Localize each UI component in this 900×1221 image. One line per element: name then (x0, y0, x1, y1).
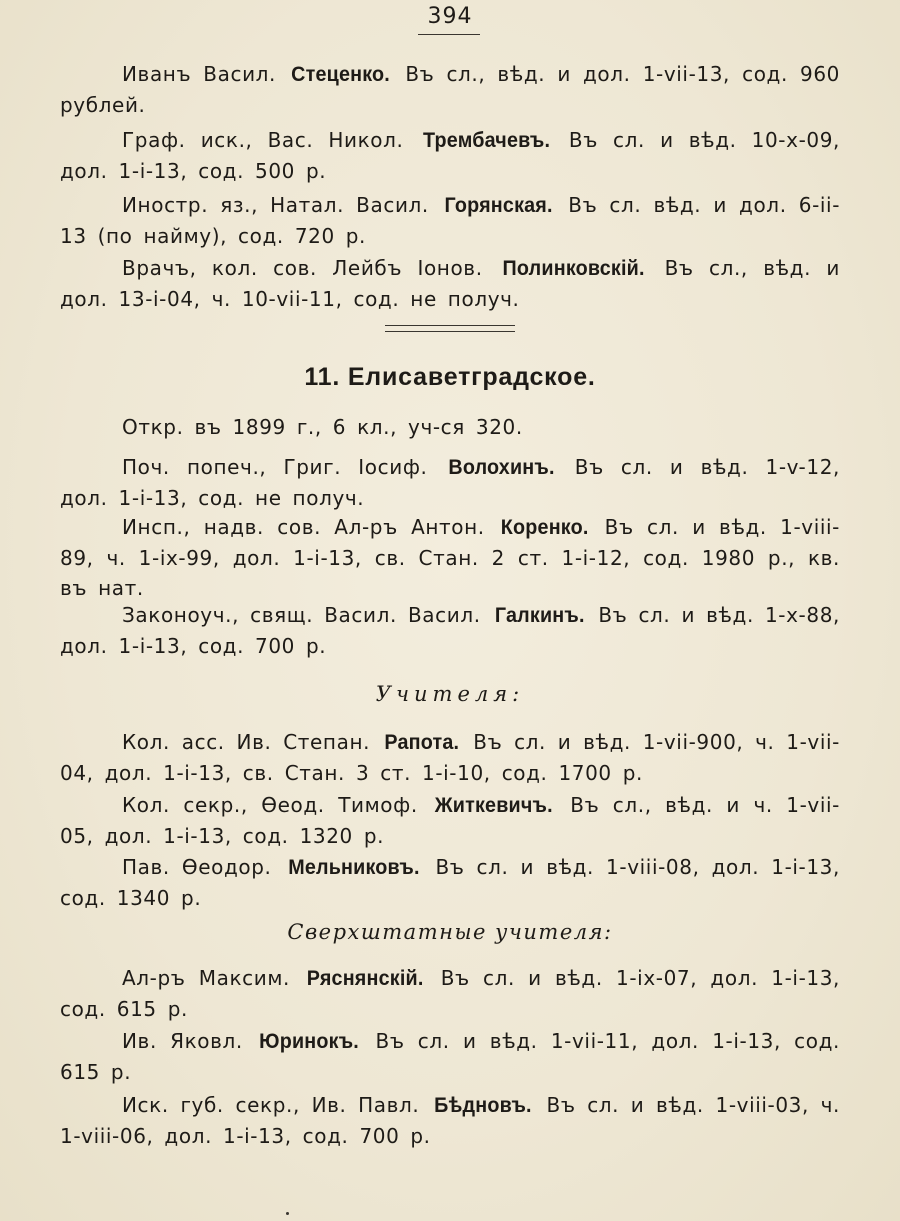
entry-details: Въ сл. вѣд. и дол. 6-ii-13 (по найму), сод. 720 р. (60, 193, 841, 248)
entry-surname: Коренко. (500, 516, 589, 539)
entry-rank: Законоуч., свящ. Васил. Васил. (122, 603, 481, 627)
entry-surname: Горянская. (444, 194, 553, 217)
entry-goryanskaya (60, 190, 840, 251)
entry-details: Въ сл. и вѣд. 1-ix-07, дол. 1-i-13, сод. 615 р. (60, 966, 840, 1021)
entry-details: Въ сл., вѣд. и дол. 13-i-04, ч. 10-vii-11, сод. не получ. (60, 256, 840, 311)
entry-melnikov (60, 852, 840, 913)
entry-details: Въ сл. и вѣд. 1-viii-89, ч. 1-ix-99, дол. 1-i-13, св. Стан. 2 ст. 1-i-12, сод. 1980 р., кв. въ нат. (60, 515, 840, 600)
entry-details: Въ сл. и вѣд. 1-viii-08, дол. 1-i-13, сод. 1340 р. (60, 855, 840, 910)
entry-rank: Кол. секр., Ѳеод. Тимоф. (122, 793, 418, 817)
entry-surname: Рапота. (384, 731, 460, 754)
entry-details: Въ сл. и вѣд. 10-x-09, дол. 1-i-13, сод. 500 р. (60, 128, 840, 183)
entry-rank: Иск. губ. секр., Ив. Павл. (122, 1093, 420, 1117)
entry-details: Въ сл. и вѣд. 1-x-88, дол. 1-i-13, сод. 700 р. (60, 603, 840, 658)
entry-rank: Ив. Яковл. (122, 1029, 243, 1053)
entry-yurinok (60, 1026, 840, 1087)
entry-surname: Мельниковъ. (287, 856, 420, 879)
entry-surname: Стеценко. (291, 63, 391, 86)
entry-details: Въ сл., вѣд. и дол. 1-vii-13, сод. 960 рублей. (60, 62, 840, 117)
entry-rank: Врачъ, кол. сов. Лейбъ Іонов. (122, 256, 483, 280)
entry-rank: Иванъ Васил. (122, 62, 277, 86)
section-title: 11. Елисаветградское. (304, 363, 596, 391)
entry-volokhin (60, 452, 840, 513)
entry-polinkovsky (60, 253, 840, 314)
page-number: 394 (427, 4, 473, 29)
entry-rank: Иностр. яз., Натал. Васил. (122, 193, 429, 217)
entry-surname: Волохинъ. (447, 456, 555, 479)
entry-surname: Житкевичъ. (435, 794, 554, 817)
entry-details: Въ сл. и вѣд. 1-v-12, дол. 1-i-13, сод. не получ. (60, 455, 840, 510)
entry-trembachev (60, 125, 840, 186)
extra-teachers-heading: Сверхштатные учителя: (287, 920, 613, 944)
entry-bednov (60, 1090, 840, 1151)
entry-rank: Поч. попеч., Григ. Іосиф. (122, 455, 428, 479)
entry-rapota (60, 727, 840, 788)
entry-surname: Трембачевъ. (422, 129, 550, 152)
section-divider (385, 325, 515, 332)
entry-surname: Бѣдновъ. (434, 1094, 532, 1117)
entry-details: Въ сл., вѣд. и ч. 1-vii-05, дол. 1-i-13, сод. 1320 р. (60, 793, 840, 848)
teachers-heading: Учителя: (375, 682, 525, 706)
entry-rank: Ал-ръ Максим. (122, 966, 290, 990)
entry-details: Въ сл. и вѣд. 1-vii-900, ч. 1-vii-04, дол. 1-i-13, св. Стан. 3 ст. 1-i-10, сод. 1700 р. (60, 730, 840, 785)
entry-rank: Инсп., надв. сов. Ал-ръ Антон. (122, 515, 485, 539)
entry-zhitkevich (60, 790, 840, 851)
entry-surname: Галкинъ. (494, 604, 585, 627)
entry-galkin (60, 600, 840, 661)
entry-rank: Кол. асс. Ив. Степан. (122, 730, 371, 754)
entry-korenko (60, 512, 840, 603)
entry-stetsenko (60, 59, 840, 120)
section-opened-line: Откр. въ 1899 г., 6 кл., уч-ся 320. (122, 415, 523, 439)
entry-details: Въ сл. и вѣд. 1-viii-03, ч. 1-viii-06, дол. 1-i-13, сод. 700 р. (60, 1093, 840, 1148)
print-speck (286, 1212, 289, 1215)
entry-rank: Граф. иск., Вас. Никол. (122, 128, 404, 152)
entry-surname: Юринокъ. (259, 1030, 360, 1053)
entry-surname: Полинковскій. (502, 257, 645, 280)
page-number-rule (418, 34, 480, 35)
entry-rank: Пав. Ѳеодор. (122, 855, 272, 879)
entry-surname: Ряснянскій. (306, 967, 424, 990)
entry-details: Въ сл. и вѣд. 1-vii-11, дол. 1-i-13, сод. 615 р. (60, 1029, 840, 1084)
entry-ryasnyansky (60, 963, 840, 1024)
